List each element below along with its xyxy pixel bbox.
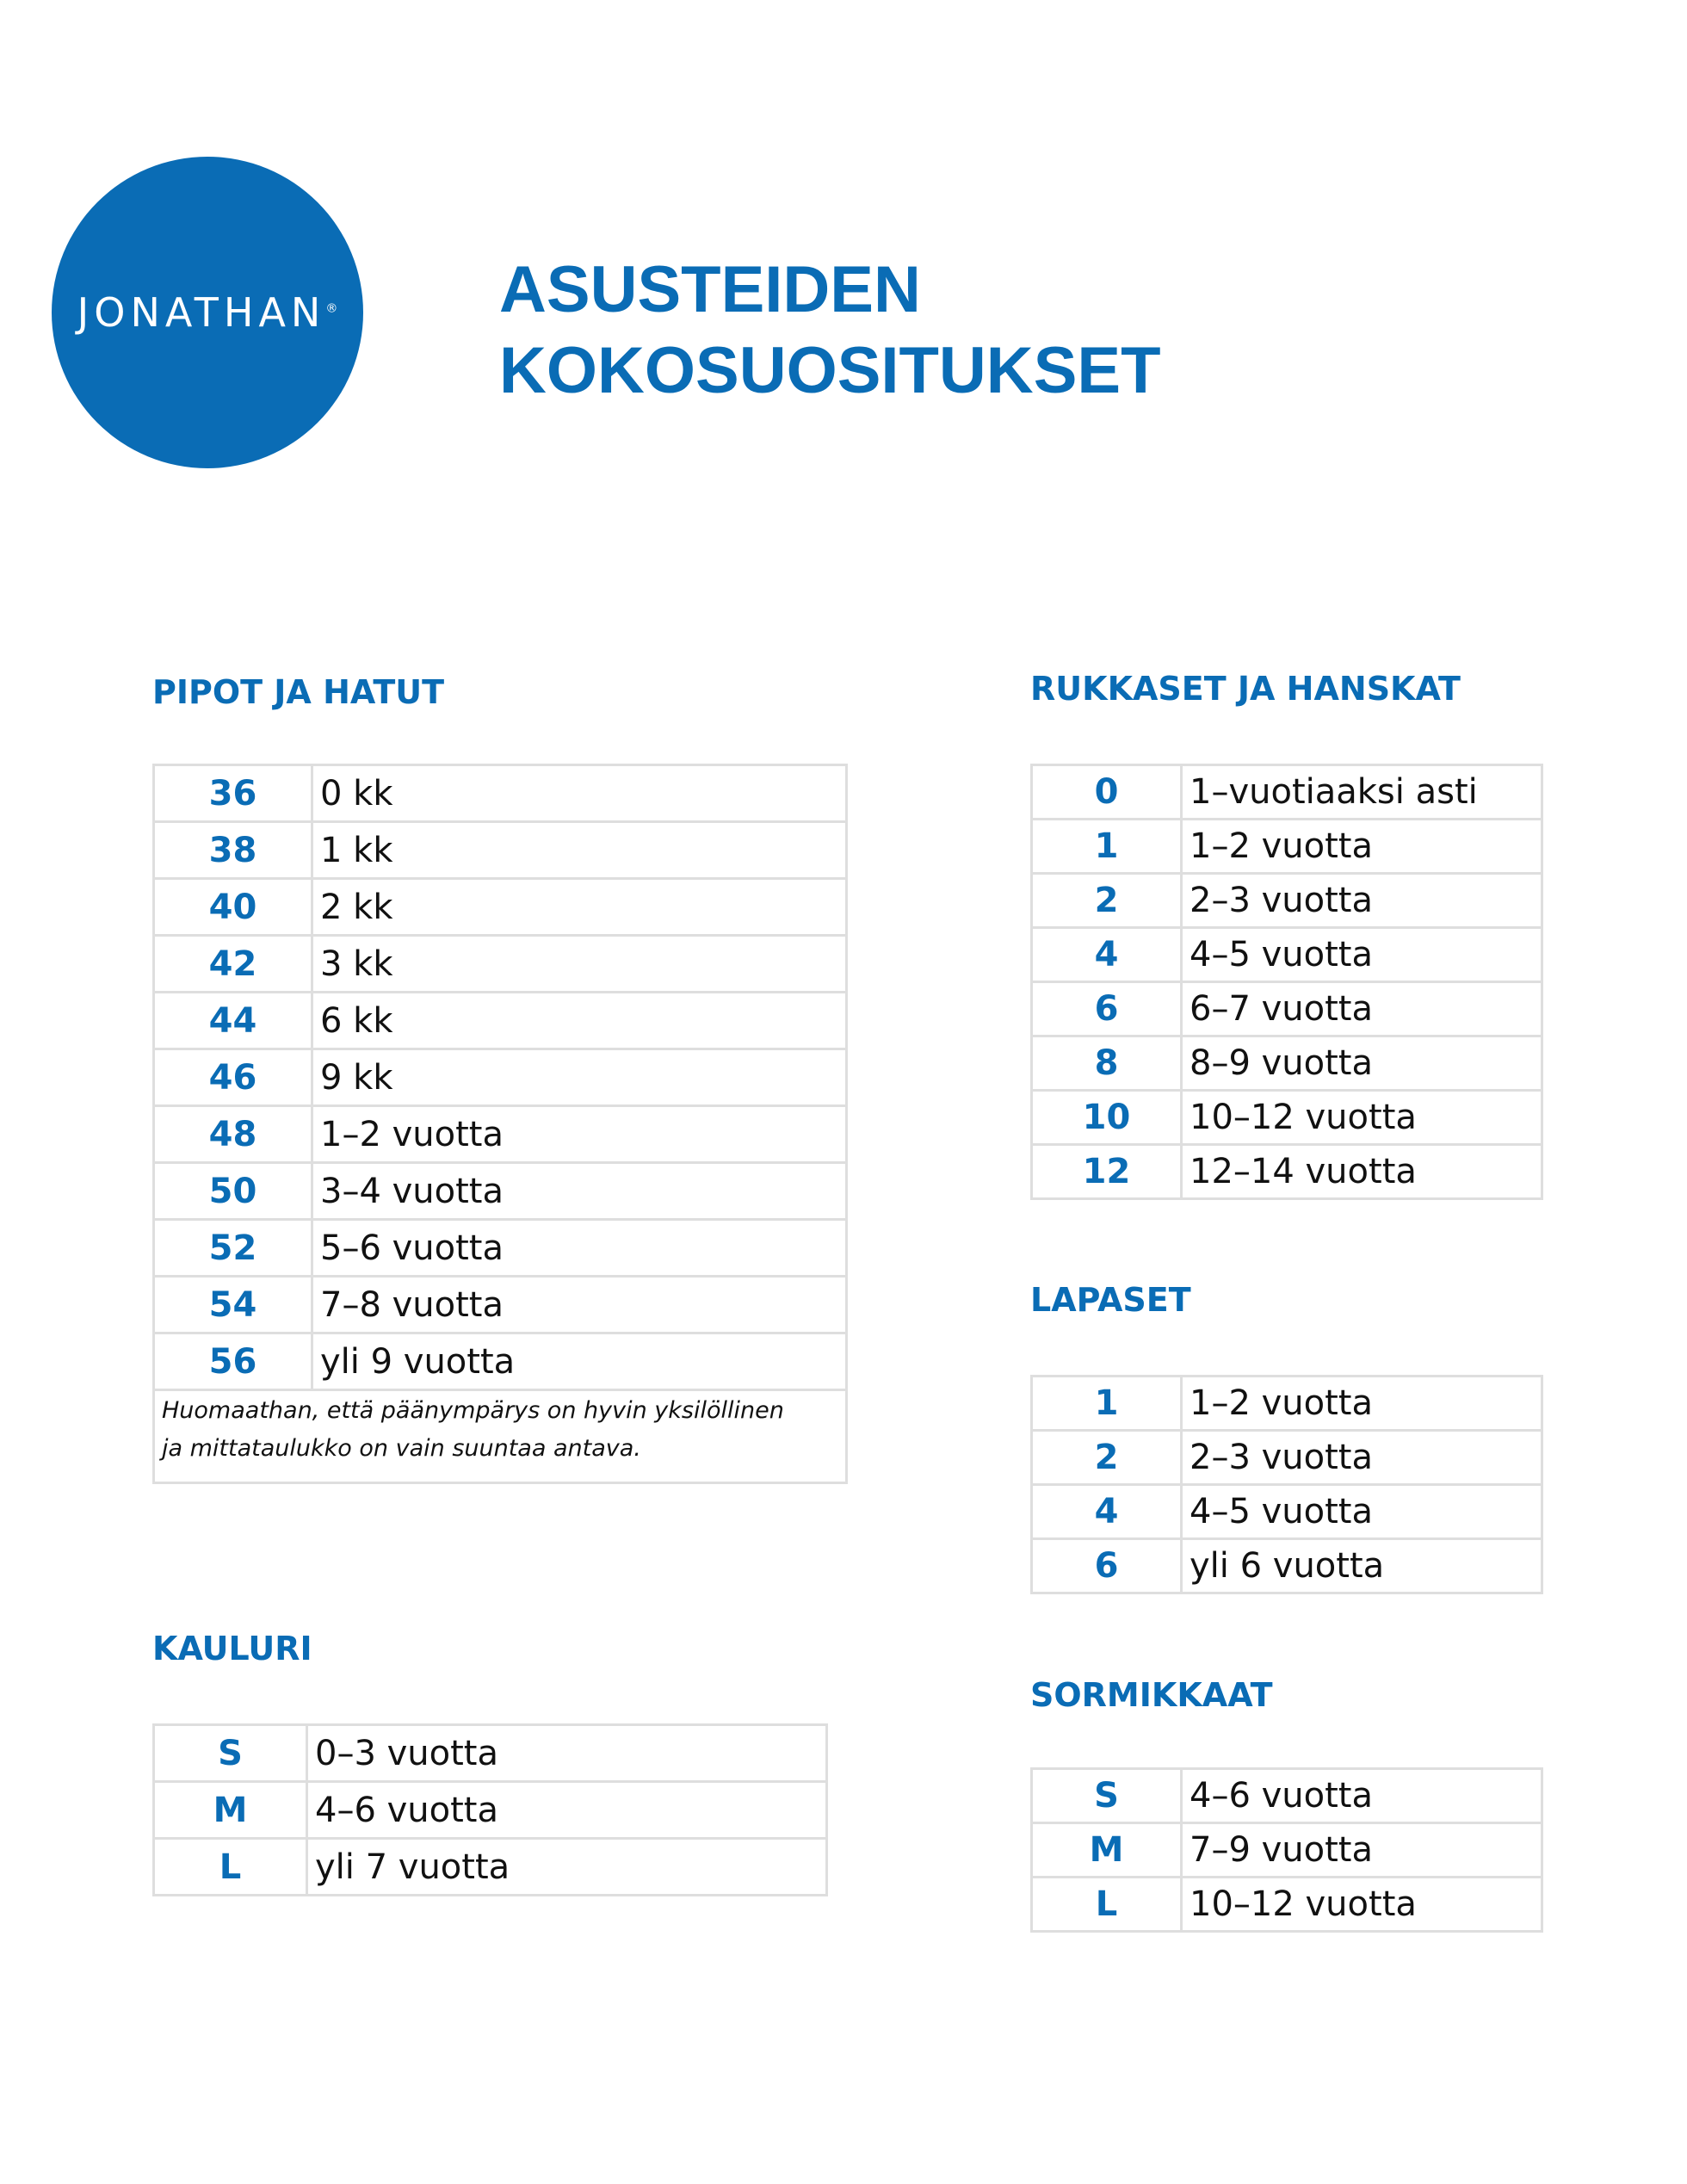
age-cell: yli 6 vuotta [1182, 1539, 1542, 1593]
table-row [1032, 1769, 1542, 1823]
size-cell: 10 [1032, 1091, 1182, 1145]
page-title [499, 250, 1161, 411]
size-cell: 8 [1032, 1036, 1182, 1091]
brand-logo [52, 157, 363, 468]
size-cell: 38 [154, 822, 312, 879]
size-cell: M [154, 1782, 307, 1839]
table-row [1032, 765, 1542, 820]
age-cell: 12–14 vuotta [1182, 1145, 1542, 1199]
table-row [1032, 820, 1542, 874]
table-row [154, 1049, 847, 1106]
table-row [154, 1106, 847, 1163]
size-table-pipot [152, 764, 848, 1391]
size-cell: 48 [154, 1106, 312, 1163]
table-row [154, 1220, 847, 1277]
note-line1: Huomaathan, että päänympärys on hyvin yksilöllinen [162, 1397, 784, 1424]
size-cell: 36 [154, 765, 312, 822]
table-row [1032, 1823, 1542, 1878]
size-table-rukkaset [1030, 764, 1543, 1200]
table-row [1032, 1431, 1542, 1485]
table-row [154, 765, 847, 822]
age-cell: 6–7 vuotta [1182, 982, 1542, 1036]
section-title-kauluri: KAULURI [152, 1630, 312, 1667]
table-row [1032, 1377, 1542, 1431]
age-cell: 2–3 vuotta [1182, 874, 1542, 928]
section-title-rukkaset: RUKKASET JA HANSKAT [1030, 670, 1461, 708]
registered-mark: ® [325, 301, 338, 316]
size-cell: 54 [154, 1277, 312, 1333]
age-cell: 3–4 vuotta [312, 1163, 847, 1220]
table-row [154, 822, 847, 879]
table-row [154, 1333, 847, 1390]
size-cell: 44 [154, 993, 312, 1049]
table-row [1032, 874, 1542, 928]
size-cell: 6 [1032, 1539, 1182, 1593]
age-cell: yli 9 vuotta [312, 1333, 847, 1390]
table-row [1032, 1485, 1542, 1539]
section-title-pipot: PIPOT JA HATUT [152, 673, 445, 711]
size-table-lapaset [1030, 1375, 1543, 1594]
size-cell: 40 [154, 879, 312, 936]
size-cell: 4 [1032, 1485, 1182, 1539]
age-cell: 1–2 vuotta [312, 1106, 847, 1163]
table-row [154, 879, 847, 936]
size-cell: S [154, 1725, 307, 1782]
size-cell: 1 [1032, 820, 1182, 874]
size-cell: 1 [1032, 1377, 1182, 1431]
size-cell: L [154, 1839, 307, 1896]
table-row [1032, 982, 1542, 1036]
age-cell: 1–vuotiaaksi asti [1182, 765, 1542, 820]
size-table-note [152, 1383, 848, 1484]
age-cell: 2 kk [312, 879, 847, 936]
age-cell: 7–9 vuotta [1182, 1823, 1542, 1878]
section-title-lapaset: LAPASET [1030, 1281, 1191, 1319]
age-cell: 6 kk [312, 993, 847, 1049]
size-table-kauluri [152, 1723, 828, 1896]
age-cell: 2–3 vuotta [1182, 1431, 1542, 1485]
age-cell: 10–12 vuotta [1182, 1878, 1542, 1932]
brand-logo-text: JONATHAN® [77, 289, 338, 336]
size-cell: 0 [1032, 765, 1182, 820]
table-row [154, 1839, 827, 1896]
section-title-sormikkaat: SORMIKKAAT [1030, 1676, 1273, 1714]
age-cell: yli 7 vuotta [307, 1839, 827, 1896]
age-cell: 1 kk [312, 822, 847, 879]
size-cell: 46 [154, 1049, 312, 1106]
age-cell: 3 kk [312, 936, 847, 993]
note-line2: ja mittataulukko on vain suuntaa antava. [162, 1435, 641, 1462]
age-cell: 7–8 vuotta [312, 1277, 847, 1333]
age-cell: 9 kk [312, 1049, 847, 1106]
age-cell: 0–3 vuotta [307, 1725, 827, 1782]
table-row [1032, 1145, 1542, 1199]
size-cell: M [1032, 1823, 1182, 1878]
age-cell: 4–6 vuotta [307, 1782, 827, 1839]
table-row [154, 993, 847, 1049]
age-cell: 5–6 vuotta [312, 1220, 847, 1277]
age-cell: 4–5 vuotta [1182, 1485, 1542, 1539]
age-cell: 4–5 vuotta [1182, 928, 1542, 982]
size-cell: L [1032, 1878, 1182, 1932]
size-table-sormikkaat [1030, 1767, 1543, 1933]
size-cell: 4 [1032, 928, 1182, 982]
size-cell: 42 [154, 936, 312, 993]
size-cell: 12 [1032, 1145, 1182, 1199]
size-cell: 6 [1032, 982, 1182, 1036]
table-row [1032, 928, 1542, 982]
table-row [1032, 1091, 1542, 1145]
size-cell: 2 [1032, 1431, 1182, 1485]
table-row [1032, 1036, 1542, 1091]
table-row [154, 1782, 827, 1839]
table-row [1032, 1539, 1542, 1593]
size-cell: 56 [154, 1333, 312, 1390]
page-title-line1: ASUSTEIDEN [499, 253, 921, 326]
page-title-line2: KOKOSUOSITUKSET [499, 334, 1161, 407]
size-cell: 50 [154, 1163, 312, 1220]
age-cell: 0 kk [312, 765, 847, 822]
age-cell: 8–9 vuotta [1182, 1036, 1542, 1091]
size-cell: 2 [1032, 874, 1182, 928]
table-row [154, 1277, 847, 1333]
table-row [154, 1163, 847, 1220]
size-cell: S [1032, 1769, 1182, 1823]
table-row [1032, 1878, 1542, 1932]
age-cell: 1–2 vuotta [1182, 820, 1542, 874]
age-cell: 10–12 vuotta [1182, 1091, 1542, 1145]
table-row [154, 936, 847, 993]
age-cell: 1–2 vuotta [1182, 1377, 1542, 1431]
size-cell: 52 [154, 1220, 312, 1277]
age-cell: 4–6 vuotta [1182, 1769, 1542, 1823]
table-row [154, 1725, 827, 1782]
